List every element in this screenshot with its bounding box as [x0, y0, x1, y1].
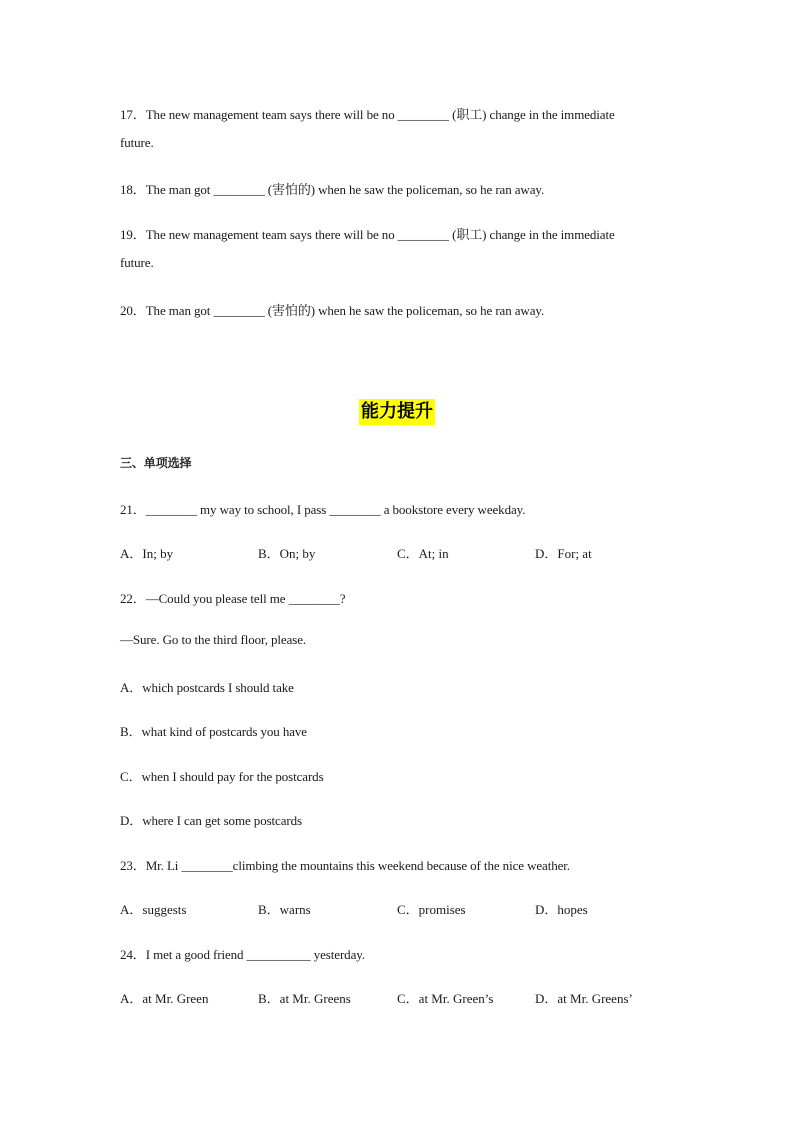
option-a: A．which postcards I should take — [120, 680, 294, 695]
option-c: C．At; in — [397, 546, 449, 561]
option-a: A．at Mr. Green — [120, 991, 209, 1006]
option-d: D．For; at — [535, 546, 592, 561]
option-c: C．at Mr. Green’s — [397, 991, 494, 1006]
question-20: 20．The man got ________ (害怕的) when he saw the policeman, so he ran away. — [120, 303, 545, 318]
question-17-line-1: 17．The new management team says there will be no ________ (职工) change in the immediate — [120, 107, 615, 122]
option-d: D．where I can get some postcards — [120, 813, 302, 828]
option-b: B．at Mr. Greens — [258, 991, 351, 1006]
question-22-reply: —Sure. Go to the third floor, please. — [120, 632, 307, 647]
option-b: B．warns — [258, 902, 311, 917]
question-18: 18．The man got ________ (害怕的) when he saw the policeman, so he ran away. — [120, 182, 545, 197]
option-c: C．when I should pay for the postcards — [120, 769, 324, 784]
option-d: D．hopes — [535, 902, 588, 917]
question-17-line-2: future. — [120, 135, 154, 150]
question-22-stem: 22．—Could you please tell me ________? — [120, 591, 346, 606]
question-19-line-2: future. — [120, 255, 154, 270]
option-b: B．what kind of postcards you have — [120, 724, 307, 739]
question-24-stem: 24．I met a good friend __________ yesterday. — [120, 947, 365, 962]
option-c: C．promises — [397, 902, 466, 917]
option-b: B．On; by — [258, 546, 316, 561]
question-21-stem: 21．________ my way to school, I pass ________ a bookstore every weekday. — [120, 502, 526, 517]
question-19-line-1: 19．The new management team says there will be no ________ (职工) change in the immediate — [120, 227, 615, 242]
option-d: D．at Mr. Greens’ — [535, 991, 633, 1006]
option-a: A．suggests — [120, 902, 187, 917]
section-title-wrap — [0, 399, 794, 425]
question-23-stem: 23．Mr. Li ________climbing the mountains this weekend because of the nice weather. — [120, 858, 570, 873]
section-title: 能力提升 — [359, 399, 435, 425]
section-heading: 三、单项选择 — [120, 456, 192, 470]
option-a: A．In; by — [120, 546, 174, 561]
